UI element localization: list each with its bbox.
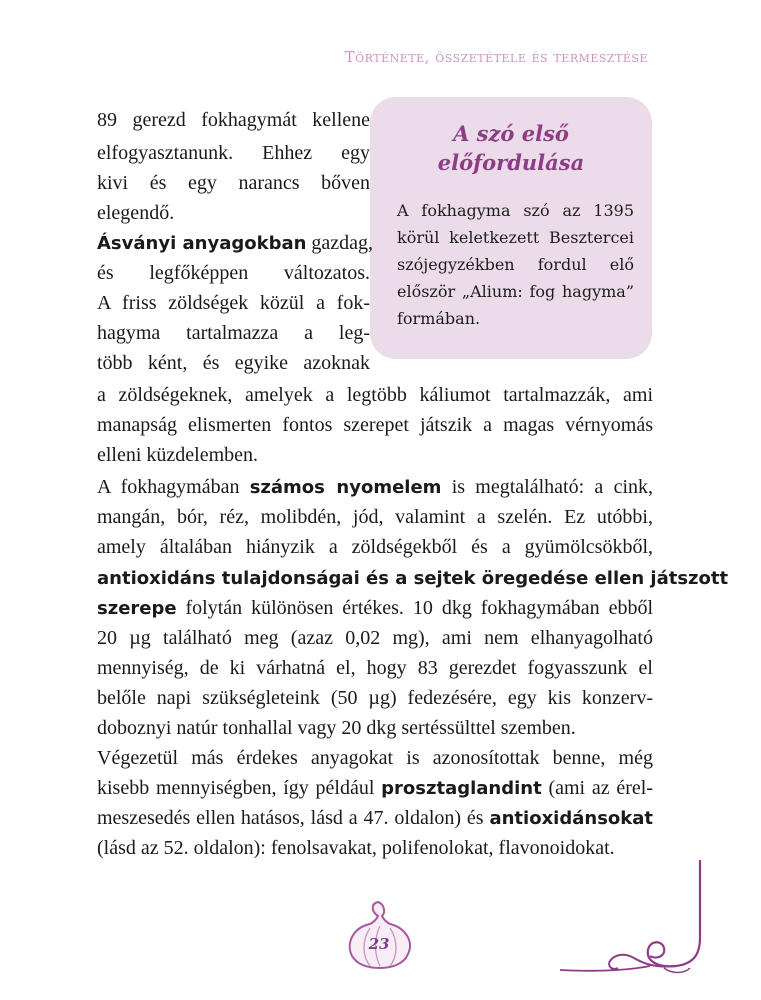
text-run: is megtalálható: a cink, [441, 476, 653, 498]
sidebox-title-line-1: A szó első [453, 121, 569, 146]
text-line: 89 gerezd fokhagymát kellene [97, 109, 370, 131]
text-line: elegendő. [97, 202, 175, 224]
text-run: meszesedés ellen hatásos, lásd a 47. oldalon) és [97, 807, 490, 829]
text-line: és legfőképpen változatos. [97, 262, 370, 284]
text-line [97, 803, 653, 834]
text-line: elfogyasztanunk. Ehhez egy [97, 142, 370, 164]
text-line: A friss zöldségek közül a fok- [97, 292, 370, 314]
text-line: a zöldségeknek, amelyek a legtöbb káliumot tartalmazzák, ami [97, 384, 653, 406]
garlic-bulb-icon [340, 898, 420, 970]
text-line: hagyma tartalmazza a leg- [97, 322, 370, 344]
text-line [97, 563, 729, 594]
sidebox-title-line-2: előfordulása [437, 150, 585, 175]
text-line: kivi és egy narancs bőven [97, 172, 370, 194]
info-sidebox [370, 97, 652, 359]
text-line: amely általában hiányzik a zöldségekből és a gyümölcsökből, [97, 536, 653, 558]
text-line [97, 593, 653, 624]
text-line [97, 228, 374, 259]
text-line: elleni küzdelemben. [97, 444, 259, 466]
text-line [97, 773, 653, 804]
bold-term: antioxidáns tulajdonságai és a sejtek öregedése ellen játszott [97, 568, 729, 589]
text-line: doboznyi natúr tonhallal vagy 20 dkg sertéssülttel szemben. [97, 717, 576, 739]
text-run: folytán különösen értékes. 10 dkg fokhagymában ebből [176, 597, 653, 619]
bold-term: számos nyomelem [249, 477, 442, 498]
text-line: 20 µg található meg (azaz 0,02 mg), ami nem elhanyagolható [97, 627, 653, 649]
text-run: (ami az érel- [541, 777, 653, 799]
text-run: kisebb mennyiségben, így például [97, 777, 382, 799]
text-line: belőle napi szükségleteink (50 µg) fedezésére, egy kis konzerv- [97, 687, 653, 709]
text-line: (lásd az 52. oldalon): fenolsavakat, polifenolokat, flavonoidokat. [97, 837, 615, 859]
sidebox-title [370, 119, 652, 177]
page-number: 23 [368, 935, 390, 953]
text-line: manapság elismerten fontos szerepet játszik a magas vérnyomás [97, 414, 653, 436]
text-line: több ként, és egyike azoknak [97, 352, 370, 374]
text-line [97, 472, 653, 503]
bold-term: Ásványi anyagokban [97, 233, 307, 254]
text-run: gazdag, [306, 232, 374, 254]
bold-term: antioxidánsokat [489, 808, 653, 829]
text-line: mennyiség, de ki várhatná el, hogy 83 gerezdet fogyasszunk el [97, 657, 653, 679]
text-line: mangán, bór, réz, molibdén, jód, valamint a szelén. Ez utóbbi, [97, 506, 653, 528]
text-line: Végezetül más érdekes anyagokat is azonosítottak benne, még [97, 747, 653, 769]
sidebox-body: A fokhagyma szó az 1395 körül keletkezett Besztercei szójegyzékben fordul elő először „Alium: fog hagyma” formában. [397, 201, 634, 328]
bold-term: prosztaglandint [381, 778, 542, 799]
bold-term: szerepe [97, 598, 177, 619]
text-run: A fokhagymában [97, 476, 250, 498]
corner-flourish-ornament [560, 860, 720, 980]
running-header: Története, összetétele és termesztése [344, 48, 648, 66]
